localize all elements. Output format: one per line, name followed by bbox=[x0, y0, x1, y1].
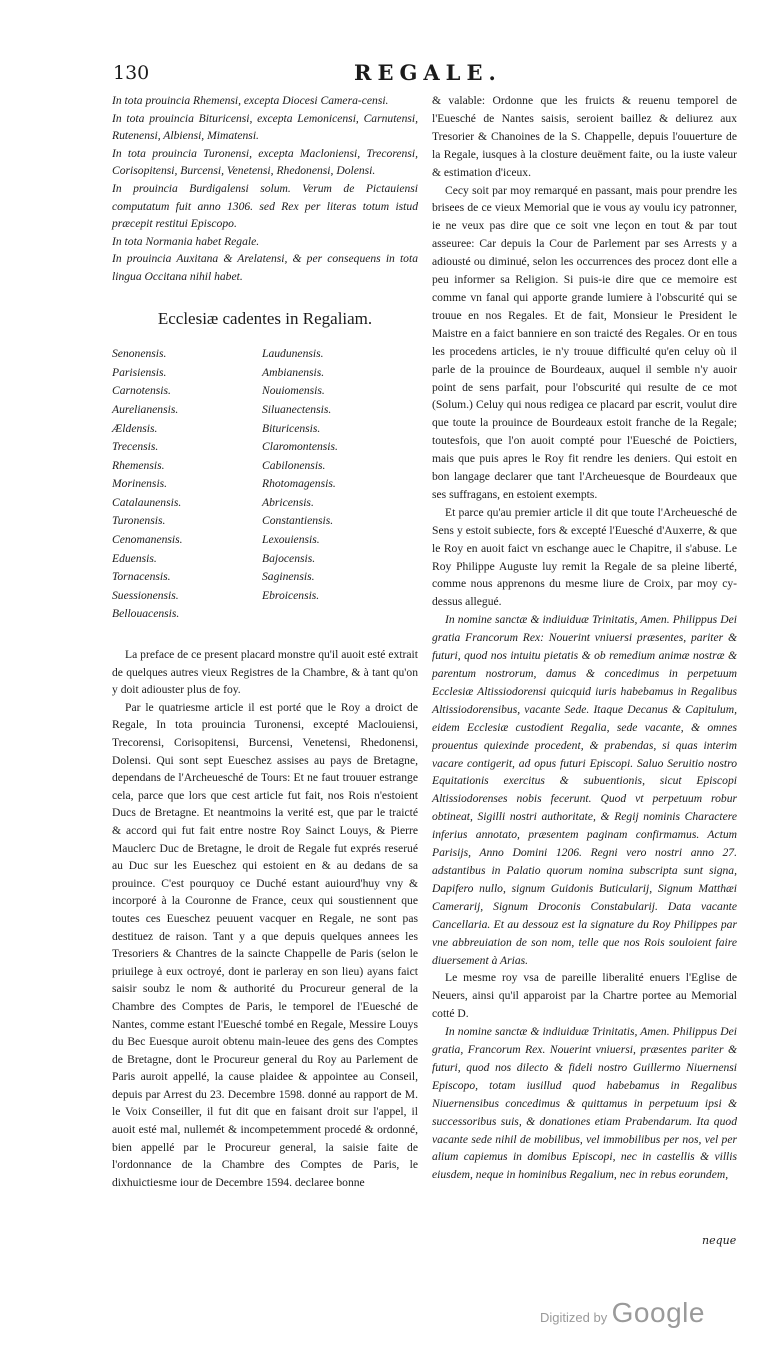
diocese-name: Constantiensis. bbox=[262, 514, 334, 528]
diocese-name: Abricensis. bbox=[262, 495, 314, 509]
diocese-name: Senonensis. bbox=[112, 347, 167, 361]
diocese-name: Saginensis. bbox=[262, 570, 315, 584]
diocese-name: Siluanectensis. bbox=[262, 402, 332, 416]
diocese-list-right bbox=[262, 345, 412, 624]
diocese-name: Turonensis. bbox=[112, 514, 166, 528]
body-paragraph: Par le quatriesme article il est porté que le Roy a droict de Regale, In tota prouincia Turonensi, excepté Maclouiensi, Trecorensi, Corisopitensi, Burcensi, Venetensi, Rhedonensi, Dolensi. Qui sont sept Eueschez assises au pays de Bretagne, dependans de l'Archeuesché de Tours: Et ne faut trouuer estrange cela, parce que lors que cest article fut fait, nos Rois n'estoient Ducs de Bretagne. Et neantmoins la verité est, que par le traicté & accord qui fut fait entre nostre Roy Sainct Louys, & Pierre Mauclerc Duc de Bretagne, le droit de Regale fut exprés reserué au Duc sur les Eueschez qui estoient en & au dedans de sa prouince. C'est pourquoy ce Duché estant auiourd'huy vny & incorporé à la Couronne de France, ceux qui soustiennent que toutes ces Eueschez peuuent vacquer en Regale, ne sont pas destituez de raison. Tant y a que depuis quelques annees les Tresoriers & Chantres de la saincte Chappelle de Paris (selon le priuilege à eux octroyé, dont ie parleray en son lieu) ayans faict saisir soubz le nom & authorité du Procureur general de la Chambre des Comptes de Paris, le temporel de l'Euesché de Nantes, comme estant l'Euesché tombé en Regale, Messire Louys du Bec Euesque auroit obtenu main-leuee des gens des Comptes de Bretagne, dont le Procureur general du Roy au Parlement de Paris auroit appellé, la cause plaidee & appointee au Conseil, depuis par Arrest du 23. Decembre 1598. donné au rapport de M. le Voix Conseiller, il fut dit que en faisant droit sur l'appel, il auoit esté mal, nullemét & incompetemment procedé & ordonné, bien appellé par le Procureur general, la saisie faite de l'ordonnance de la Chambre des Comptes de Paris, le dixhuictiesme iour de Decembre 1594. declaree bonne bbox=[112, 700, 418, 1189]
diocese-name: Morinensis. bbox=[112, 477, 168, 491]
diocese-name: Suessionensis. bbox=[112, 588, 179, 602]
diocese-name: Rhemensis. bbox=[112, 458, 165, 472]
province-entry: In tota prouincia Turonensi, excepta Macloniensi, Trecorensi, Corisopitensi, Burcensi, Venetensi, Rhedonensi, Dolensi. bbox=[112, 146, 418, 178]
province-entry: In prouincia Burdigalensi solum. Verum de Pictauiensi computatum fuit anno 1306. sed Rex per literas totum istud præcepit restitui Episcopo. bbox=[112, 181, 418, 231]
diocese-name: Cenomanensis. bbox=[112, 533, 183, 547]
body-paragraph: La preface de ce present placard monstre qu'il auoit esté extrait de quelques autres vieux Registres de la Chambre, & à tant qu'on y doit adiouster plus de foy. bbox=[112, 648, 418, 697]
province-entry: In prouincia Auxitana & Arelatensi, & per consequens in tota lingua Occitana nihil habet. bbox=[112, 252, 418, 283]
province-entry: In tota prouincia Bituricensi, excepta Lemonicensi, Carnutensi, Rutenensi, Albiensi, Mimatensi. bbox=[112, 111, 418, 143]
latin-charter: In nomine sanctæ & indiuiduæ Trinitatis, Amen. Philippus Dei gratia, Francorum Rex. Nouerint vniuersi, præsentes pariter & futuri, quod nos dilecto & fideli nostro Guillermo Niuernensi Episcopo, totam iusillud quod habebamus in Regalibus Niuernensibus concedimus & quittamus in perpetuum ipsi & successoribus suis, & donationes etiam Prabendarum. Ita quod vacante sede nihil de mobilibus, vel immobilibus per nos, vel per alium capiemus in domibus Episcopi, nec in castellis & villis eiusdem, neque in hominibus Regalium, nec in rebus eorundem, bbox=[432, 1025, 737, 1182]
left-column bbox=[112, 92, 418, 1191]
diocese-name: Ældensis. bbox=[112, 421, 158, 435]
diocese-name: Nouiomensis. bbox=[262, 384, 325, 398]
body-paragraph: & valable: Ordonne que les fruicts & reuenu temporel de l'Euesché de Nantes saisis, seroient baillez & deliurez aux Tresorier & Chanoines de la S. Chappelle, depuis l'ouuerture de la Regale, iusques à la closture deuëment faite, ou la iuste valeur & estimation d'iceux. bbox=[432, 94, 737, 179]
body-paragraph: Le mesme roy vsa de pareille liberalité enuers l'Eglise de Neuers, ainsi qu'il apparoist par la Chartre portee au Memorial cotté D. bbox=[432, 971, 737, 1021]
diocese-name: Catalaunensis. bbox=[112, 495, 182, 509]
province-entry: In tota prouincia Rhemensi, excepta Diocesi Camera-censi. bbox=[112, 94, 389, 107]
diocese-name: Ambianensis. bbox=[262, 365, 325, 379]
diocese-name: Aurelianensis. bbox=[112, 402, 179, 416]
running-title: REGALE. bbox=[354, 60, 502, 85]
province-entry: In tota Normania habet Regale. bbox=[112, 234, 260, 248]
body-paragraph: Cecy soit par moy remarqué en passant, mais pour prendre les brisees de ce vieux Memorial que ie vous ay voulu icy patronner, ie ne veux pas dire que ce soit vne leçon en tout & par tout asseuree: Car depuis la Cour de Parlement par ses Arrests y a adiousté ou diminué, selon les occurrences des procez dont elle a peu informer sa Religion. Si puis-ie dire que ce memoire est comme vn fanal qui apporte grande lumiere à l'obscurité qui se trouue en nos Regales. Et de fait, Monsieur le President le Maistre en a faict banniere en son traicté des Regales. Or en tous les procedens articles, ie n'y trouue difficulté qu'en celuy où il parle de la prouince de Bourdeaux, auquel il semble n'y auoir point de sens parfait, pour l'obscurité qui resulte de ce mot (Solum.) Celuy qui nous redigea ce placard par escrit, voulut dire que toute la prouince de Bourdeaux estoit franche de la Regale; toutesfois, que l'on auoit compté pour l'Euesché de Poictiers, mais que puis apres le Roy fit rendre les deniers. Qui estoit en bon langage declarer que tant l'Archeuesque de Bourdeaux que ses suffragans, en estoient exempts. bbox=[432, 183, 737, 501]
diocese-name: Bajocensis. bbox=[262, 551, 316, 565]
diocese-name: Eduensis. bbox=[112, 551, 157, 565]
diocese-list bbox=[112, 345, 418, 624]
watermark-prefix: Digitized by bbox=[540, 1310, 608, 1325]
latin-charter: In nomine sanctæ & indiuiduæ Trinitatis, Amen. Philippus Dei gratia Francorum Rex: Nouerint vniuersi præsentes, pariter & futuri, quod nos intuitu pietatis & ob remedium animæ nostræ & parentum nostrorum, damus & concedimus in perpetuum Ecclesiæ Altissiodorensi quicquid iuris habebamus in Regalibus Altissiodorensibus, vacante Sede. Itaque Decanus & Capitulum, eidem Ecclesiæ custodient Regalia, sede vacante, & omnes prouentus quiexinde procedent, & prabendas, si quas interim vacare contigerit, ad opus futuri Episcopi. Saluo Seruitio nostro Equitationis exercitus & subuentionis, sicut Episcopi Altissiodorenses nobis fecerunt. Quod vt perpetuum robur obtineat, Sigilli nostri authoritate, & Regij nominis Charactere inferius annotato, præsentem paginam confirmamus. Actum Parisijs, Anno Domini 1206. Regni vero nostri anno 27. adstantibus in Palatio quorum nomina subscripta sunt signa, Dapifero nullo, signum Guidonis Buticularij, Signum Matthæi Camerarij, Signum Droconis Constabularij. Data vacante Cancellaria. Et au dessouz est la signature du Roy Philippes par vne abbreuiation de son nom, telle que nos Rois souloient faire diuersement à Arias. bbox=[432, 613, 737, 967]
digitized-by-google-watermark bbox=[540, 1297, 705, 1329]
diocese-name: Claromontensis. bbox=[262, 440, 338, 454]
diocese-name: Trecensis. bbox=[112, 440, 159, 454]
diocese-name: Laudunensis. bbox=[262, 347, 324, 361]
diocese-name: Cabilonensis. bbox=[262, 458, 326, 472]
diocese-name: Rhotomagensis. bbox=[262, 477, 336, 491]
body-paragraph: Et parce qu'au premier article il dit que toute l'Archeuesché de Sens y estoit subiecte, fors & excepté l'Euesché d'Auxerre, & que le Roy en auoit faict vn eschange auec le Chapitre, il s'abuse. Le Roy Philippe Auguste luy remit la Regale de sa pleine liberté, comme nous apprenons du mesme liure de Croix, par moy cy-dessus allegué. bbox=[432, 505, 737, 609]
catchword: neque bbox=[702, 1234, 737, 1247]
google-logo: Google bbox=[611, 1297, 705, 1328]
page-number: 130 bbox=[113, 62, 150, 84]
diocese-name: Bellouacensis. bbox=[112, 607, 180, 621]
diocese-name: Bituricensis. bbox=[262, 421, 321, 435]
diocese-name: Parisiensis. bbox=[112, 365, 167, 379]
diocese-name: Carnotensis. bbox=[112, 384, 171, 398]
right-column bbox=[432, 92, 737, 1184]
section-title: Ecclesiæ cadentes in Regaliam. bbox=[157, 308, 373, 328]
diocese-name: Lexouiensis. bbox=[262, 533, 320, 547]
diocese-list-left bbox=[112, 345, 262, 624]
diocese-name: Tornacensis. bbox=[112, 570, 171, 584]
diocese-name: Ebroicensis. bbox=[262, 588, 320, 602]
